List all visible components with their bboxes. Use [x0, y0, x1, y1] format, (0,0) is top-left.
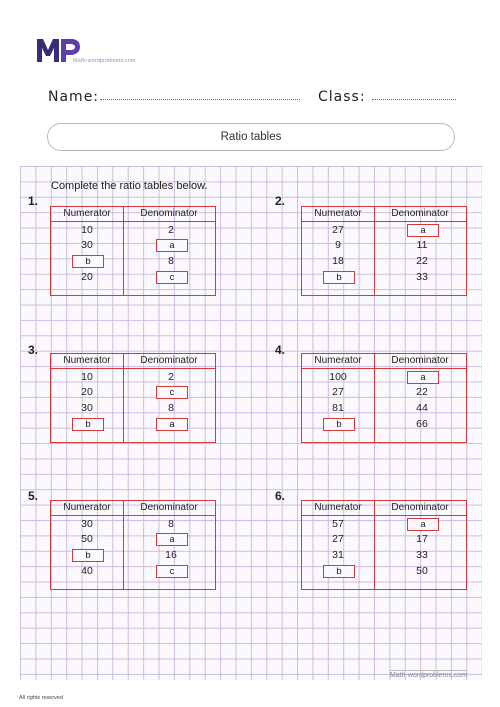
header-rule: [51, 221, 215, 222]
numerator-value: 27: [332, 533, 344, 545]
name-field-line[interactable]: [100, 99, 300, 100]
answer-box[interactable]: b: [323, 565, 355, 578]
class-label: Class:: [318, 89, 366, 105]
numerator-header: Numerator: [63, 502, 111, 513]
numerator-value: 18: [332, 255, 344, 267]
numerator-value: 100: [329, 371, 347, 383]
logo-site-text: Math-wordproblems.com: [73, 58, 136, 64]
answer-box[interactable]: a: [156, 418, 188, 431]
numerator-value: 9: [335, 239, 341, 251]
numerator-header: Numerator: [314, 502, 362, 513]
answer-box[interactable]: b: [72, 549, 104, 562]
numerator-header: Numerator: [63, 355, 111, 366]
worksheet-title: Ratio tables: [47, 123, 455, 151]
ratio-table: [301, 206, 467, 296]
denominator-header: Denominator: [391, 208, 449, 219]
denominator-header: Denominator: [391, 355, 449, 366]
numerator-value: 10: [81, 371, 93, 383]
numerator-value: 20: [81, 271, 93, 283]
numerator-value: 27: [332, 386, 344, 398]
numerator-value: 31: [332, 549, 344, 561]
answer-box[interactable]: b: [72, 255, 104, 268]
numerator-value: 40: [81, 565, 93, 577]
numerator-value: 30: [81, 402, 93, 414]
denominator-value: 33: [416, 271, 428, 283]
answer-box[interactable]: a: [156, 239, 188, 252]
denominator-value: 2: [168, 224, 174, 236]
answer-box[interactable]: a: [407, 518, 439, 531]
denominator-value: 8: [168, 255, 174, 267]
answer-box[interactable]: b: [72, 418, 104, 431]
denominator-value: 8: [168, 518, 174, 530]
answer-box[interactable]: c: [156, 271, 188, 284]
header-rule: [51, 515, 215, 516]
footer-site-text: Math-wordproblems.com: [390, 672, 468, 679]
header-rule: [302, 515, 466, 516]
numerator-value: 27: [332, 224, 344, 236]
denominator-value: 50: [416, 565, 428, 577]
denominator-header: Denominator: [140, 502, 198, 513]
denominator-value: 22: [416, 255, 428, 267]
numerator-value: 20: [81, 386, 93, 398]
answer-box[interactable]: b: [323, 418, 355, 431]
ratio-table: [50, 206, 216, 296]
instructions: Complete the ratio tables below.: [51, 180, 208, 192]
problem-number: 3.: [28, 343, 39, 357]
numerator-value: 10: [81, 224, 93, 236]
name-label: Name:: [48, 89, 100, 105]
answer-box[interactable]: c: [156, 565, 188, 578]
denominator-value: 44: [416, 402, 428, 414]
denominator-value: 16: [165, 549, 177, 561]
denominator-value: 22: [416, 386, 428, 398]
problem-number: 2.: [275, 194, 286, 208]
ratio-table: [301, 353, 467, 443]
denominator-value: 17: [416, 533, 428, 545]
numerator-value: 50: [81, 533, 93, 545]
header-rule: [302, 221, 466, 222]
ratio-table: [50, 353, 216, 443]
problem-number: 5.: [28, 489, 39, 503]
answer-box[interactable]: a: [407, 224, 439, 237]
numerator-value: 81: [332, 402, 344, 414]
ratio-table: [301, 500, 467, 590]
denominator-header: Denominator: [140, 208, 198, 219]
problem-number: 4.: [275, 343, 286, 357]
ratio-table: [50, 500, 216, 590]
numerator-value: 30: [81, 239, 93, 251]
numerator-header: Numerator: [63, 208, 111, 219]
header-rule: [302, 368, 466, 369]
denominator-header: Denominator: [391, 502, 449, 513]
header-rule: [51, 368, 215, 369]
answer-box[interactable]: a: [156, 533, 188, 546]
rights-text: All rights reserved: [19, 695, 64, 701]
problem-number: 1.: [28, 194, 39, 208]
answer-box[interactable]: c: [156, 386, 188, 399]
denominator-value: 66: [416, 418, 428, 430]
answer-box[interactable]: a: [407, 371, 439, 384]
class-field-line[interactable]: [372, 99, 456, 100]
denominator-value: 11: [416, 239, 428, 251]
denominator-value: 33: [416, 549, 428, 561]
denominator-value: 8: [168, 402, 174, 414]
answer-box[interactable]: b: [323, 271, 355, 284]
numerator-header: Numerator: [314, 208, 362, 219]
problem-number: 6.: [275, 489, 286, 503]
numerator-header: Numerator: [314, 355, 362, 366]
numerator-value: 30: [81, 518, 93, 530]
numerator-value: 57: [332, 518, 344, 530]
denominator-header: Denominator: [140, 355, 198, 366]
denominator-value: 2: [168, 371, 174, 383]
